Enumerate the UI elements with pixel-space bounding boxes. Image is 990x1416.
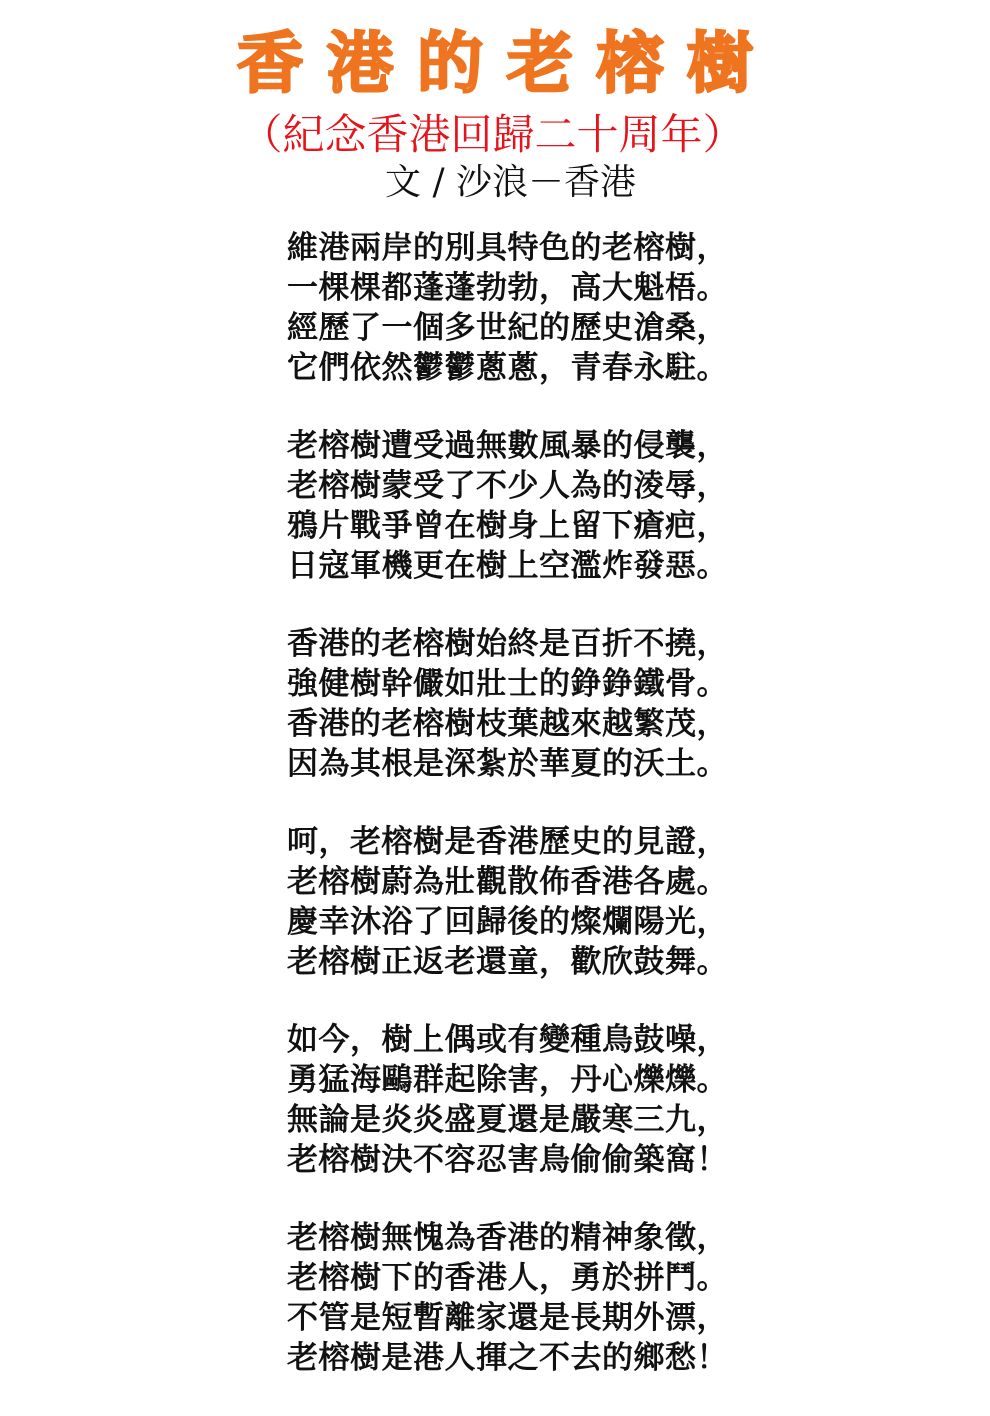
- poem-line: 老榕樹無愧為香港的精神象徵，: [287, 1220, 728, 1256]
- poem-line: 慶幸沐浴了回歸後的燦爛陽光，: [287, 904, 728, 940]
- poem-line: 老榕樹遭受過無數風暴的侵襲，: [287, 428, 728, 464]
- poem-line: 呵，老榕樹是香港歷史的見證，: [287, 824, 728, 860]
- poem-line: 日寇軍機更在樹上空濫炸發惡。: [287, 548, 728, 584]
- stanza-1: [287, 228, 747, 388]
- stanza-4: [287, 822, 747, 982]
- poem-line: 如今，樹上偶或有變種鳥鼓噪，: [287, 1022, 728, 1058]
- poem-line: 老榕樹下的香港人，勇於拼鬥。: [287, 1260, 728, 1296]
- poem-line: 老榕樹蒙受了不少人為的淩辱，: [287, 468, 728, 504]
- stanza-3: [287, 624, 747, 784]
- poem-line: 強健樹幹儼如壯士的錚錚鐵骨。: [287, 666, 728, 702]
- stanza-6: [287, 1218, 747, 1378]
- poem-line: 老榕樹正返老還童，歡欣鼓舞。: [287, 944, 728, 980]
- stanza-5: [287, 1020, 747, 1180]
- poem-line: 一棵棵都蓬蓬勃勃，高大魁梧。: [287, 270, 728, 306]
- poem-line: 老榕樹決不容忍害鳥偷偷築窩！: [287, 1142, 728, 1178]
- poem-line: 香港的老榕樹枝葉越來越繁茂，: [287, 706, 728, 742]
- poem-body: [287, 228, 747, 1416]
- poem-subtitle: （紀念香港回歸二十周年）: [240, 110, 745, 159]
- poem-line: 老榕樹蔚為壯觀散佈香港各處。: [287, 864, 728, 900]
- poem-line: 無論是炎炎盛夏還是嚴寒三九，: [287, 1102, 728, 1138]
- author-byline: 文 / 沙浪－香港: [385, 162, 637, 203]
- poem-line: 經歷了一個多世紀的歷史滄桑，: [287, 310, 728, 346]
- poem-line: 它們依然鬱鬱蔥蔥，青春永駐。: [287, 350, 728, 386]
- poem-line: 不管是短暫離家還是長期外漂，: [287, 1300, 728, 1336]
- poem-line: 香港的老榕樹始終是百折不撓，: [287, 626, 728, 662]
- poem-line: 鴉片戰爭曾在樹身上留下瘡疤，: [287, 508, 728, 544]
- stanza-2: [287, 426, 747, 586]
- poem-title: 香港的老榕樹: [237, 25, 777, 102]
- poem-line: 因為其根是深紮於華夏的沃土。: [287, 746, 728, 782]
- poem-line: 老榕樹是港人揮之不去的鄉愁！: [287, 1340, 728, 1376]
- poem-line: 維港兩岸的別具特色的老榕樹，: [287, 230, 728, 266]
- poem-line: 勇猛海鷗群起除害，丹心爍爍。: [287, 1062, 728, 1098]
